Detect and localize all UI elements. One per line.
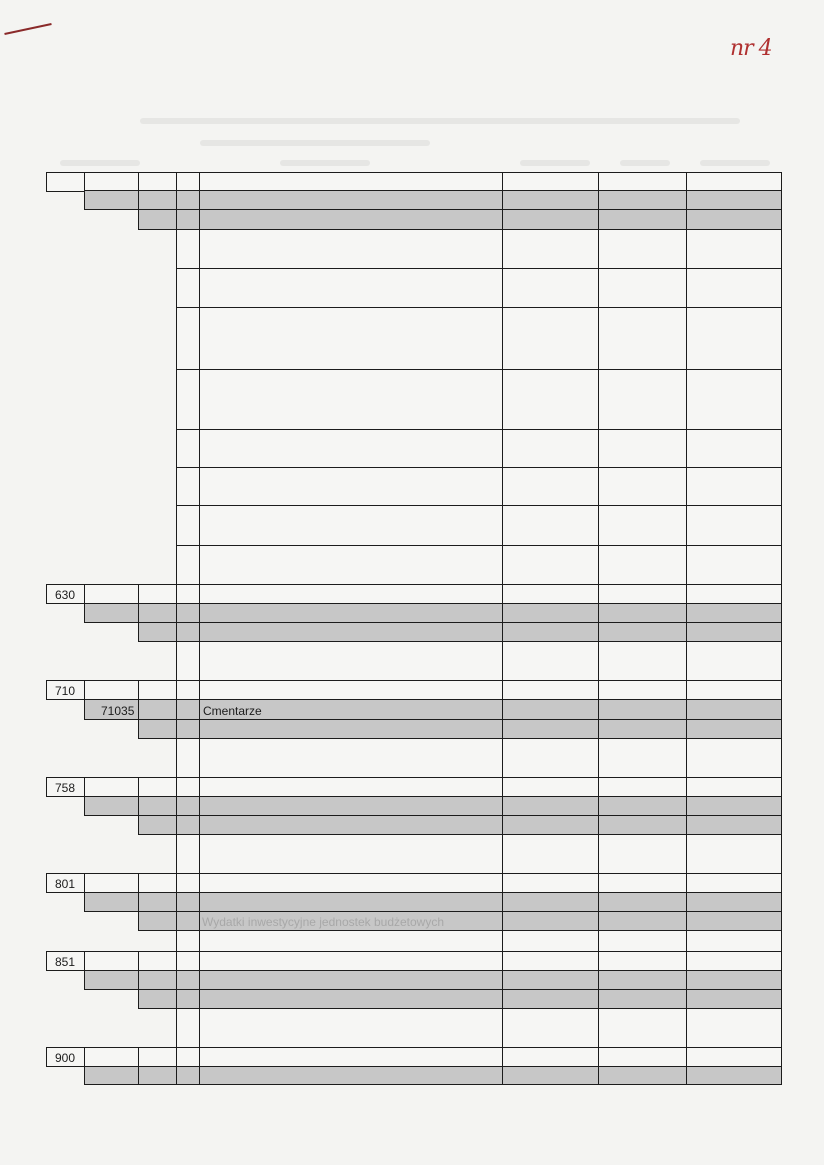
column-divider <box>199 430 200 467</box>
table-row <box>84 892 782 912</box>
column-divider <box>176 700 177 719</box>
column-divider <box>598 230 599 268</box>
column-divider <box>199 931 200 951</box>
column-divider <box>686 797 687 815</box>
column-divider <box>598 931 599 951</box>
table-row <box>84 970 782 990</box>
column-divider <box>199 739 200 778</box>
column-divider <box>176 681 177 699</box>
column-divider <box>199 952 200 970</box>
column-divider <box>502 720 503 738</box>
column-divider <box>502 952 503 970</box>
column-divider <box>502 308 503 369</box>
column-divider <box>598 835 599 874</box>
table-row <box>84 796 782 816</box>
table-row <box>138 622 782 642</box>
column-divider <box>502 835 503 874</box>
column-divider <box>686 546 687 584</box>
subsection-code: 71035 <box>101 703 135 718</box>
table-row <box>176 738 782 779</box>
column-divider <box>138 952 139 970</box>
column-divider <box>176 971 177 989</box>
column-divider <box>199 720 200 738</box>
faint-column-header <box>280 160 370 166</box>
table-row <box>46 777 782 797</box>
column-divider <box>598 468 599 505</box>
column-divider <box>199 210 200 229</box>
table-row <box>176 467 782 506</box>
column-divider <box>686 191 687 209</box>
column-divider <box>199 971 200 989</box>
table-row <box>176 505 782 546</box>
column-divider <box>199 506 200 545</box>
column-divider <box>686 778 687 796</box>
column-divider <box>199 546 200 584</box>
column-divider <box>502 210 503 229</box>
column-divider <box>138 700 139 719</box>
column-divider <box>686 952 687 970</box>
column-divider <box>176 778 177 796</box>
column-divider <box>502 931 503 951</box>
column-divider <box>598 681 599 699</box>
column-divider <box>598 1067 599 1084</box>
column-divider <box>176 952 177 970</box>
column-divider <box>686 173 687 191</box>
column-divider <box>199 468 200 505</box>
column-divider <box>502 468 503 505</box>
column-divider <box>502 506 503 545</box>
column-divider <box>502 370 503 429</box>
column-divider <box>199 642 200 681</box>
column-divider <box>138 1048 139 1066</box>
column-divider <box>598 308 599 369</box>
column-divider <box>598 1048 599 1066</box>
column-divider <box>176 816 177 834</box>
column-divider <box>84 681 85 699</box>
column-divider <box>199 797 200 815</box>
table-row <box>46 680 782 700</box>
column-divider <box>686 816 687 834</box>
subsection-name: Wydatki inwestycyjne jednostek budżetowych <box>202 915 445 929</box>
section-code: 758 <box>55 781 76 795</box>
column-divider <box>598 269 599 307</box>
column-divider <box>199 269 200 307</box>
column-divider <box>502 642 503 681</box>
faint-column-header <box>520 160 590 166</box>
column-divider <box>502 230 503 268</box>
table-row <box>46 584 782 604</box>
column-divider <box>502 623 503 641</box>
column-divider <box>502 797 503 815</box>
column-divider <box>199 173 200 191</box>
column-divider <box>598 971 599 989</box>
column-divider <box>686 604 687 622</box>
column-divider <box>598 952 599 970</box>
column-divider <box>502 585 503 603</box>
column-divider <box>686 308 687 369</box>
table-row <box>176 429 782 468</box>
column-divider <box>686 971 687 989</box>
column-divider <box>502 893 503 911</box>
pen-stroke <box>4 23 51 35</box>
column-divider <box>138 173 139 191</box>
column-divider <box>199 778 200 796</box>
column-divider <box>176 1048 177 1066</box>
table-row <box>84 699 782 720</box>
column-divider <box>176 623 177 641</box>
column-divider <box>138 681 139 699</box>
column-divider <box>598 816 599 834</box>
column-divider <box>199 1048 200 1066</box>
column-divider <box>502 546 503 584</box>
column-divider <box>176 191 177 209</box>
column-divider <box>502 430 503 467</box>
column-divider <box>176 874 177 892</box>
faint-column-header <box>620 160 670 166</box>
column-divider <box>686 739 687 778</box>
column-divider <box>199 681 200 699</box>
column-divider <box>502 971 503 989</box>
column-divider <box>176 893 177 911</box>
column-divider <box>199 1067 200 1084</box>
column-divider <box>686 585 687 603</box>
table-row <box>138 989 782 1009</box>
column-divider <box>199 835 200 874</box>
column-divider <box>138 893 139 911</box>
column-divider <box>502 1067 503 1084</box>
column-divider <box>502 874 503 892</box>
column-divider <box>199 912 200 930</box>
column-divider <box>502 191 503 209</box>
column-divider <box>176 585 177 603</box>
table-row <box>176 307 782 370</box>
column-divider <box>686 893 687 911</box>
column-divider <box>598 912 599 930</box>
table-row <box>138 719 782 739</box>
column-divider <box>176 604 177 622</box>
column-divider <box>598 893 599 911</box>
column-divider <box>176 720 177 738</box>
column-divider <box>598 173 599 191</box>
column-divider <box>502 700 503 719</box>
column-divider <box>598 546 599 584</box>
table-row <box>138 911 782 931</box>
column-divider <box>598 430 599 467</box>
column-divider <box>686 370 687 429</box>
column-divider <box>598 191 599 209</box>
table-row <box>176 369 782 430</box>
column-divider <box>199 191 200 209</box>
column-divider <box>199 874 200 892</box>
column-divider <box>199 623 200 641</box>
table-row <box>176 834 782 875</box>
column-divider <box>598 642 599 681</box>
table-row <box>176 1008 782 1049</box>
column-divider <box>598 778 599 796</box>
column-divider <box>598 739 599 778</box>
section-code: 630 <box>55 588 76 602</box>
column-divider <box>686 931 687 951</box>
faint-title-line <box>140 118 740 124</box>
column-divider <box>686 990 687 1008</box>
column-divider <box>84 874 85 892</box>
column-divider <box>176 797 177 815</box>
table-row <box>46 951 782 971</box>
column-divider <box>138 585 139 603</box>
column-divider <box>686 1009 687 1048</box>
column-divider <box>199 990 200 1008</box>
column-divider <box>686 874 687 892</box>
column-divider <box>502 604 503 622</box>
column-divider <box>84 585 85 603</box>
column-divider <box>686 269 687 307</box>
column-divider <box>502 990 503 1008</box>
column-divider <box>598 623 599 641</box>
column-divider <box>138 797 139 815</box>
table-row <box>84 1066 782 1085</box>
column-divider <box>686 210 687 229</box>
table-row <box>176 641 782 682</box>
column-divider <box>84 173 85 191</box>
column-divider <box>686 835 687 874</box>
column-divider <box>686 912 687 930</box>
table-row <box>46 1047 782 1067</box>
table-row <box>176 930 782 952</box>
section-code: 900 <box>55 1051 76 1065</box>
column-divider <box>199 700 200 719</box>
column-divider <box>502 1048 503 1066</box>
column-divider <box>686 430 687 467</box>
column-divider <box>138 604 139 622</box>
table-row <box>176 229 782 269</box>
column-divider <box>199 370 200 429</box>
column-divider <box>176 990 177 1008</box>
subsection-name: Cmentarze <box>203 703 262 718</box>
column-divider <box>502 912 503 930</box>
column-divider <box>176 912 177 930</box>
column-divider <box>138 971 139 989</box>
column-divider <box>176 210 177 229</box>
column-divider <box>598 874 599 892</box>
column-divider <box>686 506 687 545</box>
column-divider <box>176 1067 177 1084</box>
column-divider <box>686 623 687 641</box>
column-divider <box>598 720 599 738</box>
column-divider <box>502 739 503 778</box>
column-divider <box>598 990 599 1008</box>
column-divider <box>686 468 687 505</box>
column-divider <box>686 1067 687 1084</box>
column-divider <box>686 1048 687 1066</box>
column-divider <box>502 778 503 796</box>
column-divider <box>199 604 200 622</box>
column-divider <box>686 700 687 719</box>
column-divider <box>84 778 85 796</box>
faint-column-header <box>60 160 140 166</box>
section-code: 801 <box>55 877 76 891</box>
column-divider <box>686 681 687 699</box>
column-divider <box>199 893 200 911</box>
column-divider <box>199 308 200 369</box>
column-divider <box>502 681 503 699</box>
handwritten-page-mark: nr 4 <box>730 36 772 61</box>
column-divider <box>502 269 503 307</box>
column-divider <box>199 585 200 603</box>
column-divider <box>598 700 599 719</box>
column-divider <box>199 1009 200 1048</box>
column-divider <box>138 1067 139 1084</box>
table-row <box>84 190 782 210</box>
table-row <box>46 172 782 192</box>
column-divider <box>598 210 599 229</box>
column-divider <box>598 585 599 603</box>
section-code: 851 <box>55 955 76 969</box>
table-row <box>84 603 782 623</box>
table-row <box>138 209 782 230</box>
column-divider <box>502 816 503 834</box>
column-divider <box>686 230 687 268</box>
faint-subtitle-line <box>200 140 430 146</box>
table-row <box>138 815 782 835</box>
column-divider <box>138 778 139 796</box>
column-divider <box>598 506 599 545</box>
column-divider <box>84 952 85 970</box>
column-divider <box>199 230 200 268</box>
column-divider <box>199 816 200 834</box>
column-divider <box>176 173 177 191</box>
column-divider <box>598 370 599 429</box>
table-row <box>176 268 782 308</box>
column-divider <box>502 173 503 191</box>
column-divider <box>138 874 139 892</box>
column-divider <box>138 191 139 209</box>
column-divider <box>686 642 687 681</box>
column-divider <box>598 604 599 622</box>
column-divider <box>502 1009 503 1048</box>
column-divider <box>686 720 687 738</box>
section-code: 710 <box>55 684 76 698</box>
table-row <box>46 873 782 893</box>
table-row <box>176 545 782 585</box>
column-divider <box>598 1009 599 1048</box>
faint-column-header <box>700 160 770 166</box>
column-divider <box>598 797 599 815</box>
column-divider <box>84 1048 85 1066</box>
